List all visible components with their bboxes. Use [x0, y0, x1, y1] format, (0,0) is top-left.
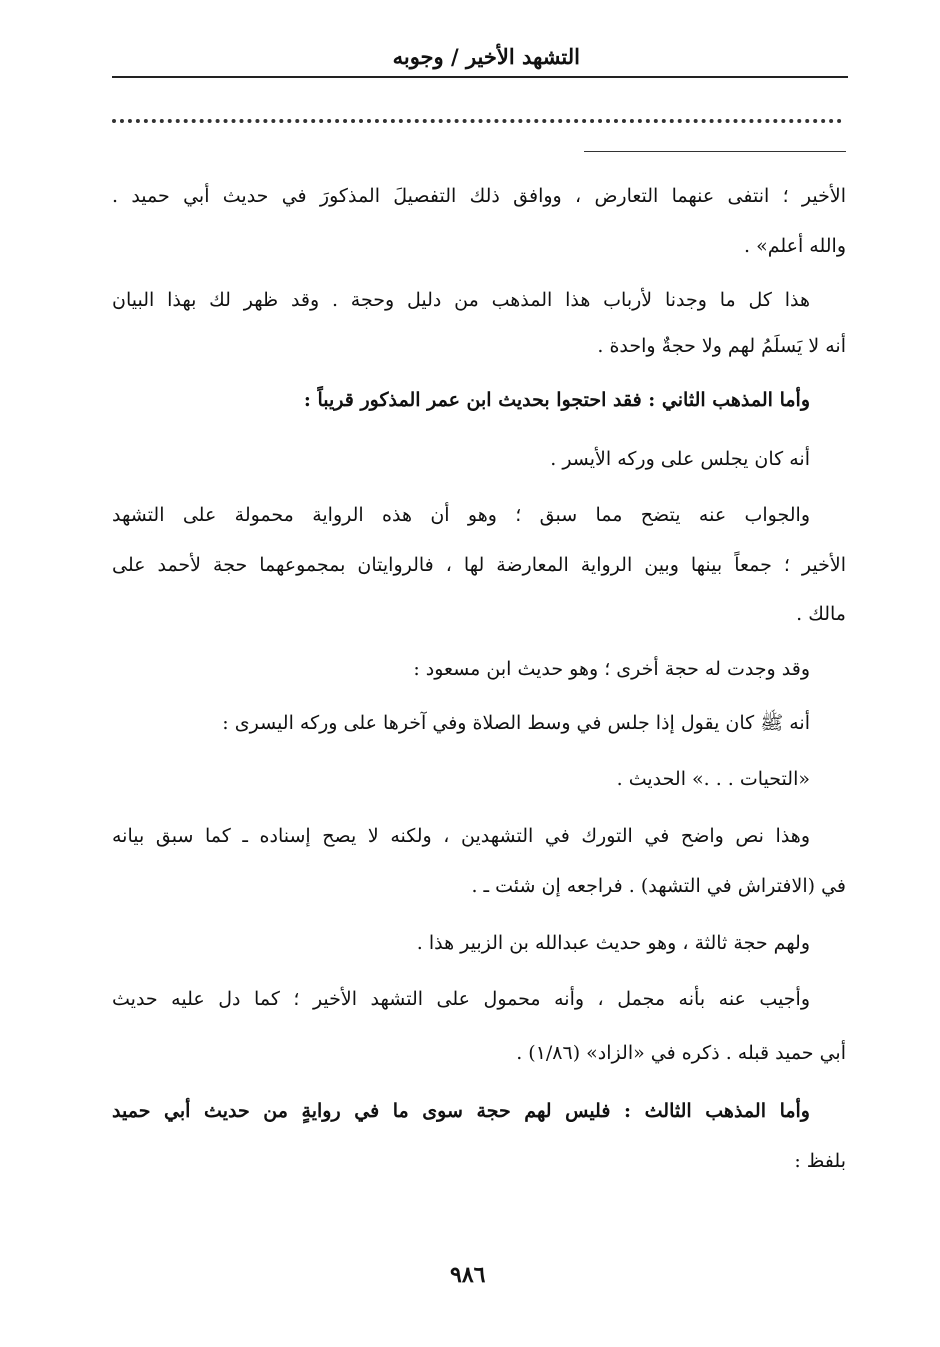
dotted-separator	[112, 119, 842, 123]
text-line: أنه كان يجلس على وركه الأيسر .	[550, 448, 810, 470]
footnote-rule	[584, 151, 846, 152]
text-line: وقد وجدت له حجة أخرى ؛ وهو حديث ابن مسعود :	[413, 658, 810, 680]
text-line: هذا كل ما وجدنا لأرباب هذا المذهب من دليل وحجة . وقد ظهر لك بهذا البيان	[112, 289, 810, 311]
text-line: أنه ﷺ كان يقول إذا جلس في وسط الصلاة وفي آخرها على وركه اليسرى :	[222, 712, 810, 734]
text-line: الأخير ؛ جمعاً بينها وبين الرواية المعارضة لها ، فالروايتان بمجموعهما حجة لأحمد على	[112, 554, 846, 576]
text-line: والجواب عنه يتضح مما سبق ؛ وهو أن هذه الرواية محمولة على التشهد	[112, 504, 810, 526]
text-line: وأجيب عنه بأنه مجمل ، وأنه محمول على التشهد الأخير ؛ كما دل عليه حديث	[112, 988, 810, 1010]
text-line: أبي حميد قبله . ذكره في «الزاد» (١/٨٦) .	[516, 1042, 846, 1064]
text-line: في (الافتراش في التشهد) . فراجعه إن شئت ـ .	[471, 875, 846, 897]
text-line: وهذا نص واضح في التورك في التشهدين ، ولكنه لا يصح إسناده ـ كما سبق بيانه	[112, 825, 810, 847]
text-line: وأما المذهب الثاني : فقد احتجوا بحديث ابن عمر المذكور قريباً :	[303, 389, 810, 411]
text-line: بلفظ :	[794, 1150, 846, 1172]
text-line: الأخير ؛ انتفى عنهما التعارض ، ووافق ذلك التفصيلَ المذكورَ في حديث أبي حميد .	[112, 185, 846, 207]
text-line: أنه لا يَسلَمُ لهم ولا حجةٌ واحدة .	[597, 335, 846, 357]
text-line: «التحيات . . .» الحديث .	[616, 768, 810, 790]
text-line: ولهم حجة ثالثة ، وهو حديث عبدالله بن الزبير هذا .	[416, 932, 810, 954]
header-rule	[112, 76, 848, 78]
running-head: التشهد الأخير / وجوبه	[392, 44, 580, 69]
page-number: ٩٨٦	[450, 1262, 486, 1288]
text-line: وأما المذهب الثالث : فليس لهم حجة سوى ما في روايةٍ من حديث أبي حميد	[112, 1100, 810, 1122]
text-line: والله أعلم» .	[743, 235, 846, 257]
text-line: مالك .	[796, 603, 846, 625]
